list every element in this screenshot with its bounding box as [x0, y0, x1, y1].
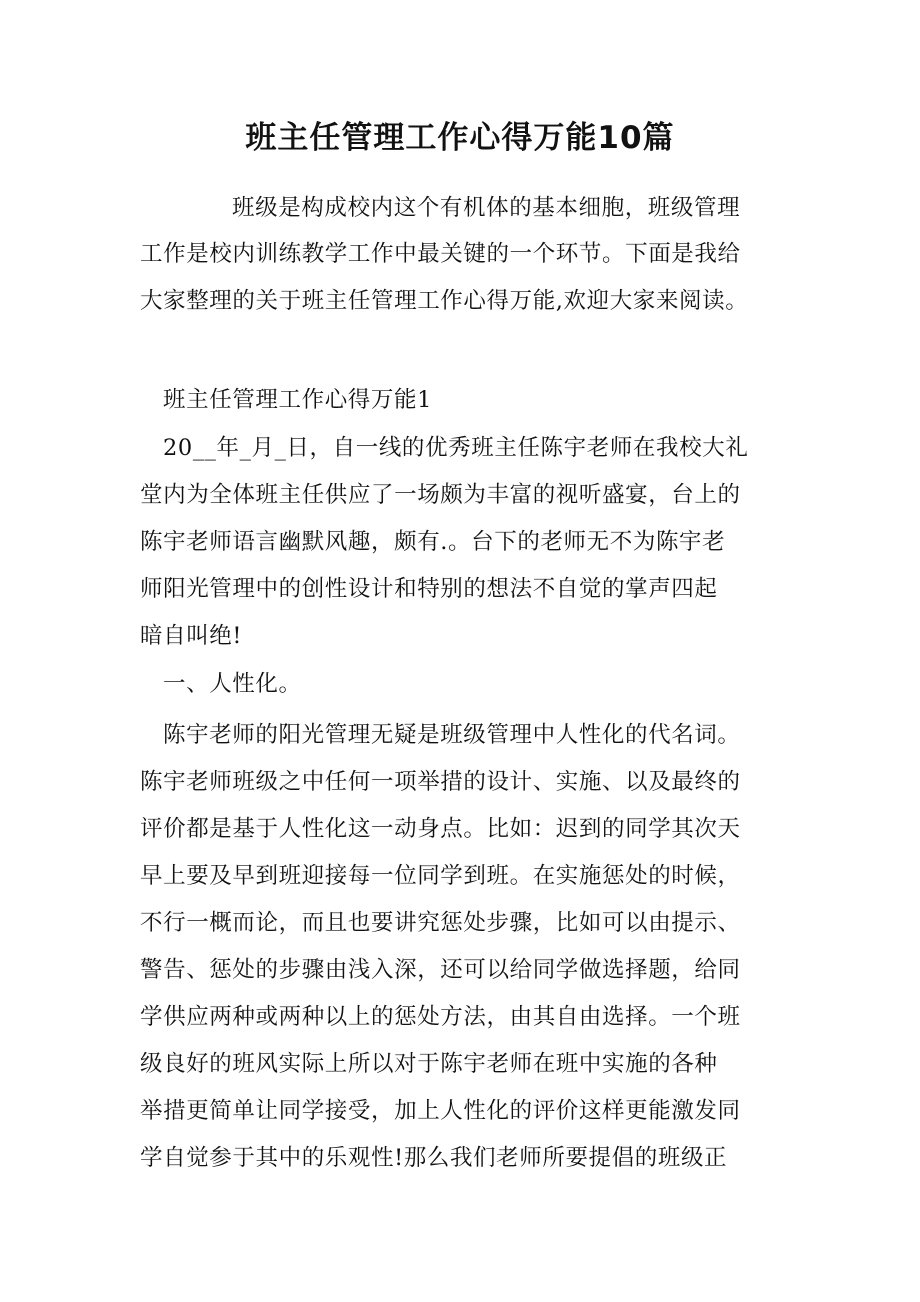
body-line: 警告、惩处的步骤由浅入深，还可以给同学做选择题，给同: [140, 957, 741, 983]
body-line: 学供应两种或两种以上的惩处方法，由其自由选择。一个班: [140, 1004, 741, 1030]
intro-line-2: 工作是校内训练教学工作中最关键的一个环节。下面是我给: [140, 241, 741, 267]
body-line: 不行一概而论，而且也要讲究惩处步骤，比如可以由提示、: [140, 910, 741, 936]
intro-line-1: 班级是构成校内这个有机体的基本细胞，班级管理: [232, 195, 741, 221]
body-line: 陈宇老师班级之中任何一项举措的设计、实施、以及最终的: [140, 769, 741, 795]
body-line: 早上要及早到班迎接每一位同学到班。在实施惩处的时候，: [140, 863, 741, 889]
subheading-humanization: 一、人性化。: [163, 671, 302, 697]
body-line: 级良好的班风实际上所以对于陈宇老师在班中实施的各种: [140, 1051, 718, 1077]
body-line: 学自觉参于其中的乐观性!那么我们老师所要提倡的班级正: [140, 1145, 728, 1171]
body-line: 评价都是基于人性化这一动身点。比如：迟到的同学其次天: [140, 816, 741, 842]
body-line: 堂内为全体班主任供应了一场颇为丰富的视听盛宴，台上的: [140, 482, 741, 508]
intro-line-3: 大家整理的关于班主任管理工作心得万能,欢迎大家来阅读。: [140, 288, 749, 314]
body-line: 师阳光管理中的创性设计和特别的想法不自觉的掌声四起: [140, 576, 718, 602]
body-line: 陈宇老师的阳光管理无疑是班级管理中人性化的代名词。: [163, 722, 741, 748]
section-heading: 班主任管理工作心得万能1: [163, 387, 433, 413]
body-line: 举措更简单让同学接受，加上人性化的评价这样更能激发同: [140, 1098, 741, 1124]
body-line: 陈宇老师语言幽默风趣，颇有.。台下的老师无不为陈宇老: [140, 529, 726, 555]
document-title: 班主任管理工作心得万能10篇: [245, 120, 675, 156]
body-line: 20__年_月_日，自一线的优秀班主任陈宇老师在我校大礼: [163, 435, 749, 461]
body-line: 暗自叫绝!: [140, 623, 243, 649]
